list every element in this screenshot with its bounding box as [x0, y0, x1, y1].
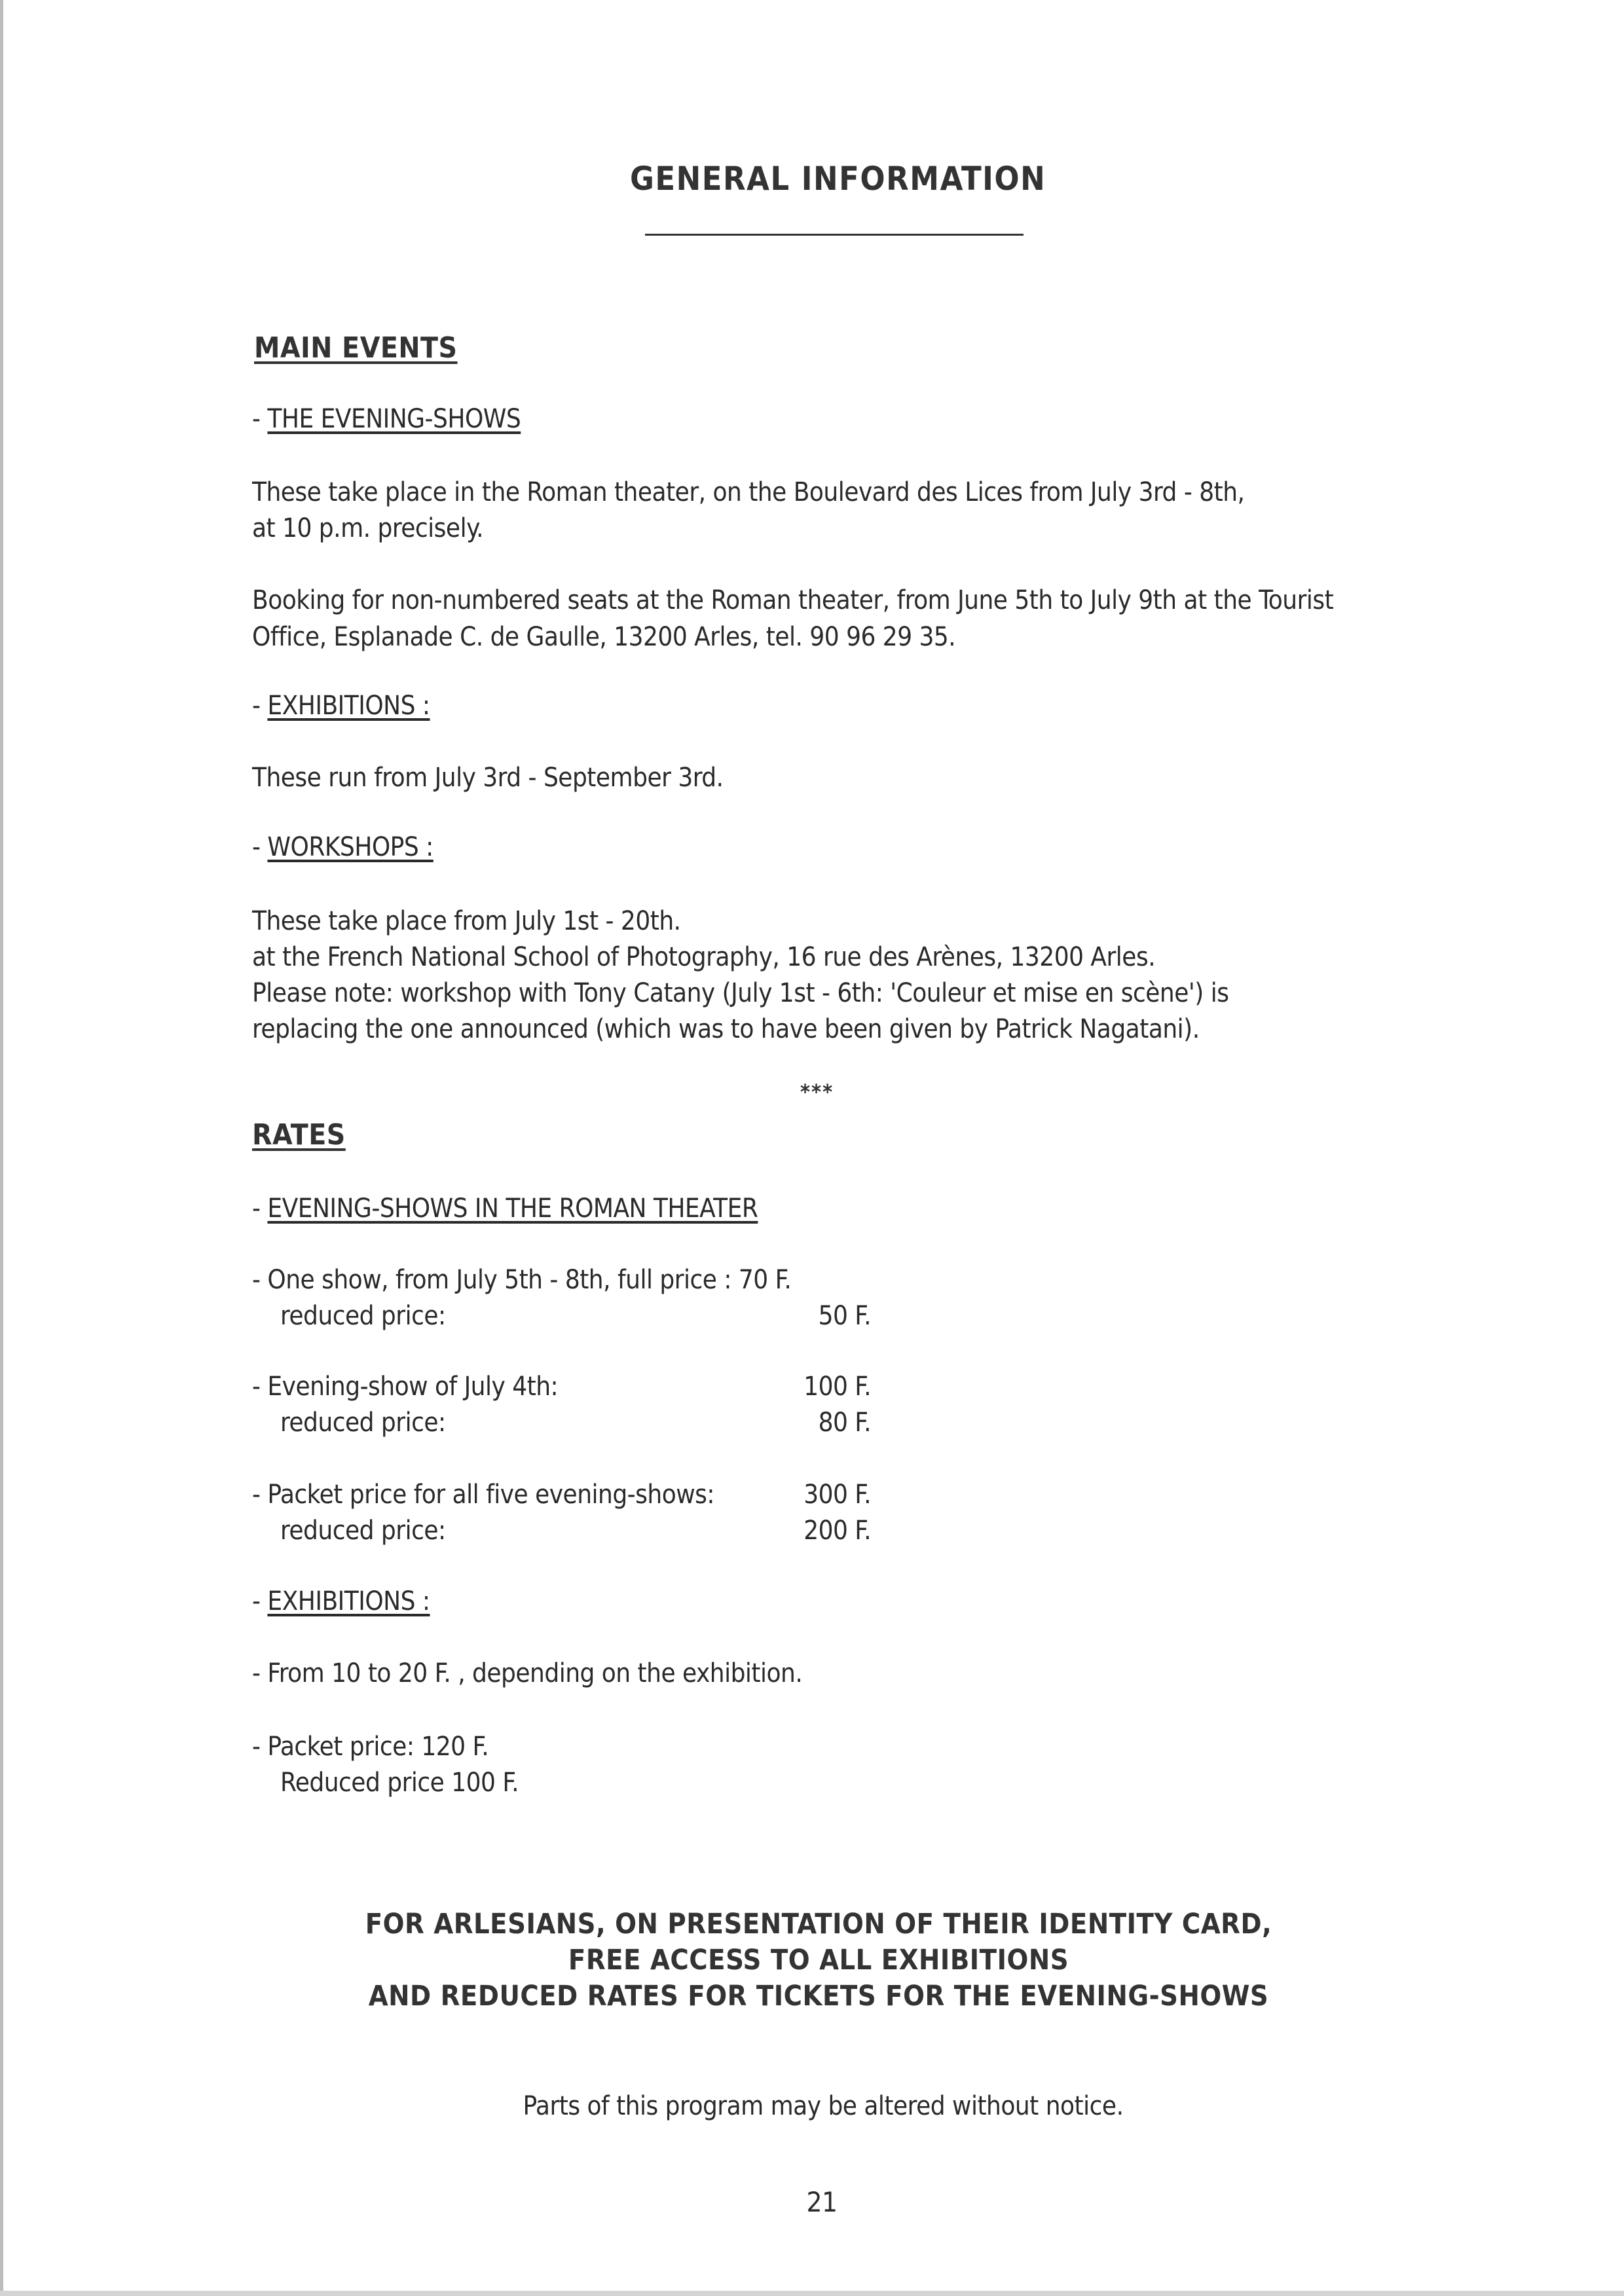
- dash: -: [252, 691, 268, 721]
- main-events-heading: MAIN EVENTS: [254, 331, 458, 365]
- booking-line-1: Booking for non-numbered seats at the Roman theater, from June 5th to July 9th at the Tourist: [252, 585, 1334, 615]
- arlesians-notice-line-1: FOR ARLESIANS, ON PRESENTATION OF THEIR IDENTITY CARD,: [365, 1908, 1272, 1941]
- one-show-reduced-value: 50 F.: [818, 1301, 871, 1331]
- exhibitions-dates: These run from July 3rd - September 3rd.: [252, 763, 724, 793]
- evening-shows-subheading: [252, 406, 521, 432]
- arlesians-notice-line-3: AND REDUCED RATES FOR TICKETS FOR THE EVENING-SHOWS: [368, 1980, 1269, 2013]
- exhibitions-subheading: [252, 693, 430, 719]
- workshops-subheading: [252, 834, 434, 860]
- july4-reduced-value: 80 F.: [818, 1408, 871, 1438]
- dash: -: [252, 404, 268, 434]
- scan-bottom-edge: [0, 2291, 1624, 2296]
- rates-exhibitions-subheading: [252, 1588, 430, 1614]
- page-number: 21: [806, 2186, 838, 2218]
- rates-evening-subheading: [252, 1195, 758, 1222]
- rates-evening-label: EVENING-SHOWS IN THE ROMAN THEATER: [267, 1194, 758, 1224]
- page-title: GENERAL INFORMATION: [630, 160, 1046, 198]
- one-show-full-price: - One show, from July 5th - 8th, full price : 70 F.: [252, 1265, 792, 1295]
- one-show-reduced-label: reduced price:: [280, 1301, 446, 1331]
- exhibition-price-range: - From 10 to 20 F. , depending on the exhibition.: [252, 1658, 803, 1688]
- exhibition-packet-price: - Packet price: 120 F.: [252, 1732, 489, 1762]
- workshops-line-2: at the French National School of Photography, 16 rue des Arènes, 13200 Arles.: [252, 942, 1156, 972]
- july4-reduced-label: reduced price:: [280, 1408, 446, 1438]
- packet-reduced-label: reduced price:: [280, 1516, 446, 1546]
- program-change-note: Parts of this program may be altered without notice.: [523, 2091, 1124, 2121]
- title-underline: [645, 234, 1024, 236]
- evening-shows-label: THE EVENING-SHOWS: [267, 404, 521, 434]
- arlesians-notice-line-2: FREE ACCESS TO ALL EXHIBITIONS: [568, 1944, 1069, 1977]
- packet-evening-label: - Packet price for all five evening-shows:: [252, 1480, 715, 1510]
- july4-show-value: 100 F.: [803, 1372, 871, 1402]
- workshops-line-1: These take place from July 1st - 20th.: [252, 906, 681, 936]
- evening-shows-line-1: These take place in the Roman theater, on the Boulevard des Lices from July 3rd - 8th,: [252, 477, 1245, 507]
- booking-line-2: Office, Esplanade C. de Gaulle, 13200 Arles, tel. 90 96 29 35.: [252, 622, 956, 652]
- dash: -: [252, 1194, 268, 1224]
- exhibitions-label: EXHIBITIONS :: [267, 691, 430, 721]
- workshops-line-4: replacing the one announced (which was to have been given by Patrick Nagatani).: [252, 1014, 1200, 1044]
- workshops-line-3: Please note: workshop with Tony Catany (July 1st - 6th: 'Couleur et mise en scène') is: [252, 978, 1229, 1008]
- rates-exhibitions-label: EXHIBITIONS :: [267, 1586, 430, 1616]
- dash: -: [252, 1586, 268, 1616]
- evening-shows-line-2: at 10 p.m. precisely.: [252, 513, 484, 543]
- packet-evening-value: 300 F.: [803, 1480, 871, 1510]
- packet-reduced-value: 200 F.: [803, 1516, 871, 1546]
- july4-show-label: - Evening-show of July 4th:: [252, 1372, 559, 1402]
- exhibition-reduced-price: Reduced price 100 F.: [280, 1768, 519, 1798]
- rates-heading: RATES: [252, 1118, 346, 1152]
- section-separator: ***: [800, 1080, 834, 1104]
- dash: -: [252, 832, 268, 862]
- workshops-label: WORKSHOPS :: [267, 832, 434, 862]
